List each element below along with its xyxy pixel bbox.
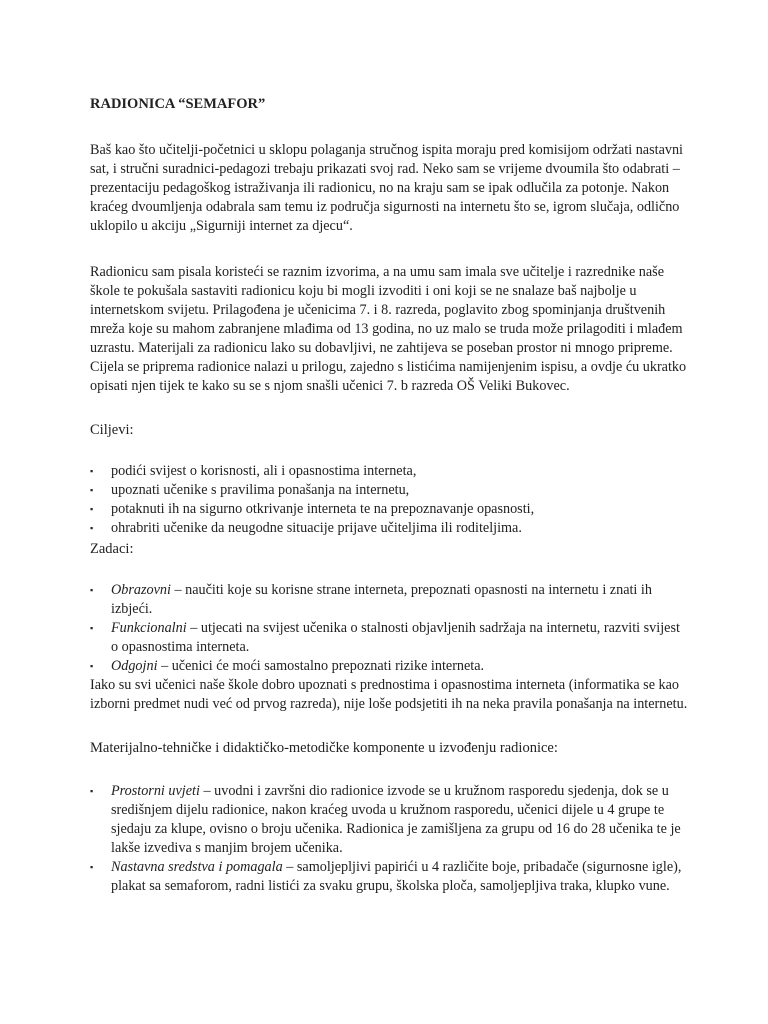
- document-title: RADIONICA “SEMAFOR”: [90, 96, 266, 112]
- list-item-text: – učenici će moći samostalno prepoznati rizike interneta.: [157, 658, 485, 674]
- list-item: [90, 858, 690, 896]
- list-item-text: potaknuti ih na sigurno otkrivanje interneta te na prepoznavanje opasnosti,: [111, 501, 535, 517]
- list-item-text: upoznati učenike s pravilima ponašanja na internetu,: [111, 482, 410, 498]
- list-item: [90, 462, 690, 481]
- list-item: [90, 481, 690, 500]
- tasks-heading: Zadaci:: [90, 541, 134, 557]
- bullet-icon: ▪: [90, 466, 94, 476]
- goals-heading: Ciljevi:: [90, 422, 134, 438]
- workshop-paragraph: Radionicu sam pisala koristeći se raznim izvorima, a na umu sam imala sve učitelje i razrednike naše škole te pokušala sastaviti radionicu koju bi mogli izvoditi i oni koji se ne snalaze baš najbolje u internetskom svijetu. Prilagođena je učenicima 7. i 8. razreda, poglavito zbog spominjanja društvenih mreža koje su mahom zabranjene mlađima od 13 godina, no uz malo se truda može prilagoditi i mlađem uzrastu. Materijali za radionicu lako su dobavljivi, ne zahtijeva se poseban prostor ni mnogo pripreme. Cijela se priprema radionice nalazi u prilogu, zajedno s listićima namijenjenim ispisu, a ovdje ću ukratko opisati njen tijek te kako su se s njom snašli učenici 7. b razreda OŠ Veliki Bukovec.: [90, 264, 687, 394]
- reminder-paragraph: Iako su svi učenici naše škole dobro upoznati s prednostima i opasnostima interneta (informatika se kao izborni predmet nudi već od prvog razreda), nije loše podsjetiti ih na neka pravila ponašanja na internetu.: [90, 677, 688, 712]
- list-item: [90, 782, 690, 858]
- bullet-icon: ▪: [90, 623, 94, 633]
- list-item: [90, 519, 690, 538]
- bullet-icon: ▪: [90, 523, 94, 533]
- list-item-text: – uvodni i završni dio radionice izvode se u kružnom rasporedu sjedenja, dok se u središnjem dijelu radionice, nakon kraćeg uvoda u kružnom rasporedu, učenici dijele u 4 grupe te sjedaju za klupe, ovisno o broju učenika. Radionica je zamišljena za grupu od 16 do 28 učenika te je lakše izvediva s manjim brojem učenika.: [111, 783, 681, 856]
- list-item-term: Odgojni: [111, 658, 158, 674]
- list-item-term: Prostorni uvjeti: [111, 783, 200, 799]
- components-list: [90, 782, 690, 896]
- document-content: [90, 95, 690, 896]
- tasks-list: [90, 581, 690, 676]
- bullet-icon: ▪: [90, 585, 94, 595]
- list-item-text: podići svijest o korisnosti, ali i opasnostima interneta,: [111, 463, 417, 479]
- list-item-text: – samoljepljivi papirići u 4 različite boje, pribadače (sigurnosne igle), plakat sa semaforom, radni listići za svaku grupu, školska ploča, samoljepljiva traka, klupko vune.: [111, 859, 682, 894]
- list-item-term: Funkcionalni: [111, 620, 187, 636]
- bullet-icon: ▪: [90, 786, 94, 796]
- bullet-icon: ▪: [90, 661, 94, 671]
- goals-list: [90, 462, 690, 538]
- list-item-term: Nastavna sredstva i pomagala: [111, 859, 283, 875]
- list-item: [90, 657, 690, 676]
- intro-paragraph: Baš kao što učitelji-početnici u sklopu polaganja stručnog ispita moraju pred komisijom održati nastavni sat, i stručni suradnici-pedagozi trebaju prikazati svoj rad. Neko sam se vrijeme dvoumila što odabrati – prezentaciju pedagoškog istraživanja ili radionicu, no na kraju sam se ipak odlučila za potonje. Nakon kraćeg dvoumljenja odabrala sam temu iz područja sigurnosti na internetu što se, igrom slučaja, odlično uklopilo u akciju „Sigurniji internet za djecu“.: [90, 142, 683, 234]
- list-item: [90, 500, 690, 519]
- bullet-icon: ▪: [90, 485, 94, 495]
- components-heading: Materijalno-tehničke i didaktičko-metodičke komponente u izvođenju radionice:: [90, 740, 558, 756]
- list-item-term: Obrazovni: [111, 582, 171, 598]
- list-item: [90, 619, 690, 657]
- list-item: [90, 581, 690, 619]
- bullet-icon: ▪: [90, 504, 94, 514]
- list-item-text: – naučiti koje su korisne strane interneta, prepoznati opasnosti na internetu i znati ih izbjeći.: [111, 582, 652, 617]
- list-item-text: ohrabriti učenike da neugodne situacije prijave učiteljima ili roditeljima.: [111, 520, 522, 536]
- bullet-icon: ▪: [90, 862, 94, 872]
- list-item-text: – utjecati na svijest učenika o stalnosti objavljenih sadržaja na internetu, razviti svijest o opasnostima interneta.: [111, 620, 680, 655]
